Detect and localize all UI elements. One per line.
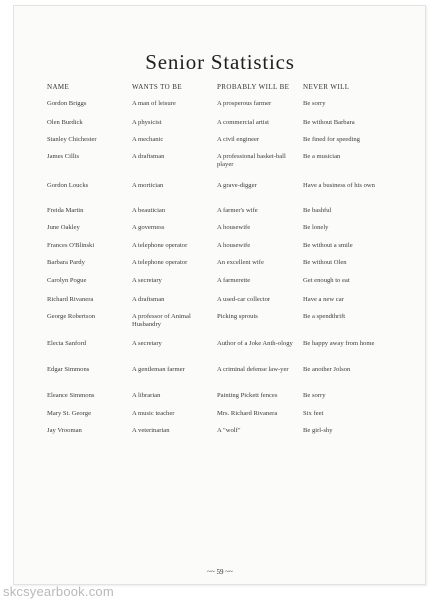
cell-probably: A housewife: [217, 224, 251, 231]
cell-never: Be without Barbara: [303, 119, 355, 126]
cell-wants: A professor of Animal Husbandry: [132, 313, 191, 328]
cell-never: Be happy away from home: [303, 340, 375, 347]
cell-probably: A farmerette: [217, 277, 251, 284]
cell-name: Edgar Simmons: [47, 366, 90, 373]
cell-name: Carolyn Pogue: [47, 277, 87, 284]
cell-name: Barbara Pardy: [47, 259, 85, 266]
cell-probably: A professional basket-ball player: [217, 153, 286, 168]
cell-never: Be sorry: [303, 100, 326, 107]
column-header-wants: WANTS TO BE: [132, 83, 183, 91]
column-header-probably: PROBABLY WILL BE: [217, 83, 290, 91]
cell-wants: A physicist: [132, 119, 162, 126]
cell-never: Six feet: [303, 410, 324, 417]
cell-name: Stanley Chichester: [47, 136, 97, 143]
cell-never: Be another Jolson: [303, 366, 351, 373]
cell-wants: A beautician: [132, 207, 166, 214]
cell-name: Richard Rivanera: [47, 296, 94, 303]
cell-probably: A housewife: [217, 242, 251, 249]
cell-never: Be bashful: [303, 207, 332, 214]
cell-name: Eleance Simmons: [47, 392, 95, 399]
cell-probably: Author of a Joke Anth-ology: [217, 340, 293, 347]
cell-never: Get enough to eat: [303, 277, 350, 284]
cell-name: Gordon Loucks: [47, 182, 89, 189]
cell-wants: A mechanic: [132, 136, 164, 143]
cell-never: Be lonely: [303, 224, 329, 231]
cell-wants: A veterinarian: [132, 427, 170, 434]
cell-probably: A "wolf": [217, 427, 241, 434]
cell-wants: A draftsman: [132, 153, 165, 160]
cell-probably: An excellent wife: [217, 259, 264, 266]
cell-probably: Picking sprouts: [217, 313, 258, 320]
cell-probably: A criminal defense law-yer: [217, 366, 289, 373]
cell-never: Be a spendthrift: [303, 313, 346, 320]
cell-never: Be without a smile: [303, 242, 353, 249]
cell-name: James Cillis: [47, 153, 80, 160]
cell-wants: A draftsman: [132, 296, 165, 303]
cell-probably: A civil engineer: [217, 136, 260, 143]
cell-never: Have a new car: [303, 296, 344, 303]
cell-name: June Oakley: [47, 224, 80, 231]
cell-wants: A music teacher: [132, 410, 175, 417]
cell-name: Freida Martin: [47, 207, 84, 214]
page-title: Senior Statistics: [145, 50, 295, 74]
cell-name: Gordon Briggs: [47, 100, 87, 107]
cell-wants: A secretary: [132, 340, 162, 347]
cell-never: Be without Olen: [303, 259, 347, 266]
cell-name: George Robertson: [47, 313, 96, 320]
cell-name: Electa Sanford: [47, 340, 86, 347]
cell-wants: A governess: [132, 224, 165, 231]
column-header-name: NAME: [47, 83, 70, 91]
cell-wants: A mortician: [132, 182, 164, 189]
cell-never: Be fined for speeding: [303, 136, 360, 143]
cell-probably: A grave-digger: [217, 182, 257, 189]
page-number: ~~ 59 ~~: [207, 568, 233, 576]
cell-name: Frances O'Blinski: [47, 242, 95, 249]
cell-name: Mary St. George: [47, 410, 92, 417]
cell-wants: A telephone operator: [132, 242, 188, 249]
cell-probably: Painting Pickett fences: [217, 392, 278, 399]
cell-never: Have a business of his own: [303, 182, 375, 189]
cell-never: Be girl-shy: [303, 427, 333, 434]
cell-probably: A prosperous farmer: [217, 100, 272, 107]
cell-name: Olen Burdick: [47, 119, 83, 126]
cell-wants: A secretary: [132, 277, 162, 284]
cell-probably: A commercial artist: [217, 119, 269, 126]
cell-wants: A librarian: [132, 392, 161, 399]
cell-never: Be a musician: [303, 153, 341, 160]
cell-name: Jay Vrooman: [47, 427, 82, 434]
cell-probably: A used-car collector: [217, 296, 271, 303]
watermark: skcsyearbook.com: [3, 584, 114, 599]
cell-probably: A farmer's wife: [217, 207, 258, 214]
cell-probably: Mrs. Richard Rivanera: [217, 410, 278, 417]
cell-wants: A man of leisure: [132, 100, 176, 107]
yearbook-page: [13, 5, 426, 585]
cell-wants: A telephone operator: [132, 259, 188, 266]
cell-never: Be sorry: [303, 392, 326, 399]
cell-wants: A gentleman farmer: [132, 366, 185, 373]
column-header-never: NEVER WILL: [303, 83, 350, 91]
